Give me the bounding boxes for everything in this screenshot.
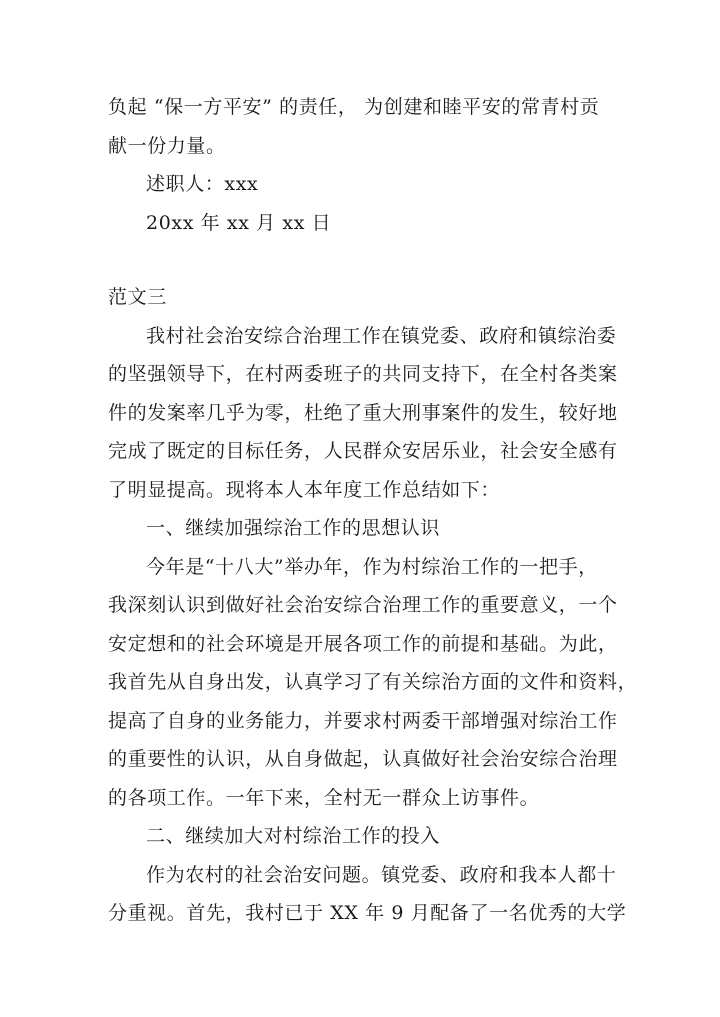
paragraph-line: 负起 “保一方平安” 的责任， 为创建和睦平安的常青村贡 (108, 96, 600, 118)
paragraph-line: 件的发案率几乎为零，杜绝了重大刑事案件的发生，较好地 (108, 401, 618, 424)
paragraph-line: 我深刻认识到做好社会治安综合治理工作的重要意义，一个 (108, 594, 618, 616)
point-heading: 二、继续加大对村综治工作的投入 (146, 825, 441, 847)
paragraph-line: 的重要性的认识，从自身做起，认真做好社会治安综合治理 (108, 748, 618, 770)
paragraph-line: 今年是“十八大”举办年，作为村综治工作的一把手， (146, 555, 598, 578)
paragraph-line: 的坚强领导下，在村两委班子的共同支持下，在全村各类案 (108, 363, 618, 385)
paragraph-line: 提高了自身的业务能力，并要求村两委干部增强对综治工作 (108, 709, 618, 732)
paragraph-line: 安定想和的社会环境是开展各项工作的前提和基础。为此， (108, 632, 618, 655)
signer-line: 述职人：xxx (146, 173, 259, 195)
section-heading: 范文三 (108, 286, 167, 308)
paragraph-line: 的各项工作。一年下来，全村无一群众上访事件。 (108, 786, 540, 809)
paragraph-line: 我村社会治安综合治理工作在镇党委、政府和镇综治委 (146, 324, 617, 347)
paragraph-line: 作为农村的社会治安问题。镇党委、政府和我本人都十 (146, 863, 617, 886)
point-heading: 一、继续加强综治工作的思想认识 (146, 517, 441, 539)
paragraph-line: 了明显提高。现将本人本年度工作总结如下： (108, 478, 501, 501)
paragraph-line: 献一份力量。 (108, 134, 226, 157)
paragraph-line: 我首先从自身出发，认真学习了有关综治方面的文件和资料， (108, 671, 638, 693)
document-page (108, 88, 638, 933)
section-gap (108, 242, 608, 278)
paragraph-line: 分重视。首先，我村已于 XX 年 9 月配备了一名优秀的大学 (108, 902, 627, 924)
date-line: 20xx 年 xx 月 xx 日 (146, 211, 332, 234)
paragraph-line: 完成了既定的目标任务，人民群众安居乐业，社会安全感有 (108, 440, 618, 462)
